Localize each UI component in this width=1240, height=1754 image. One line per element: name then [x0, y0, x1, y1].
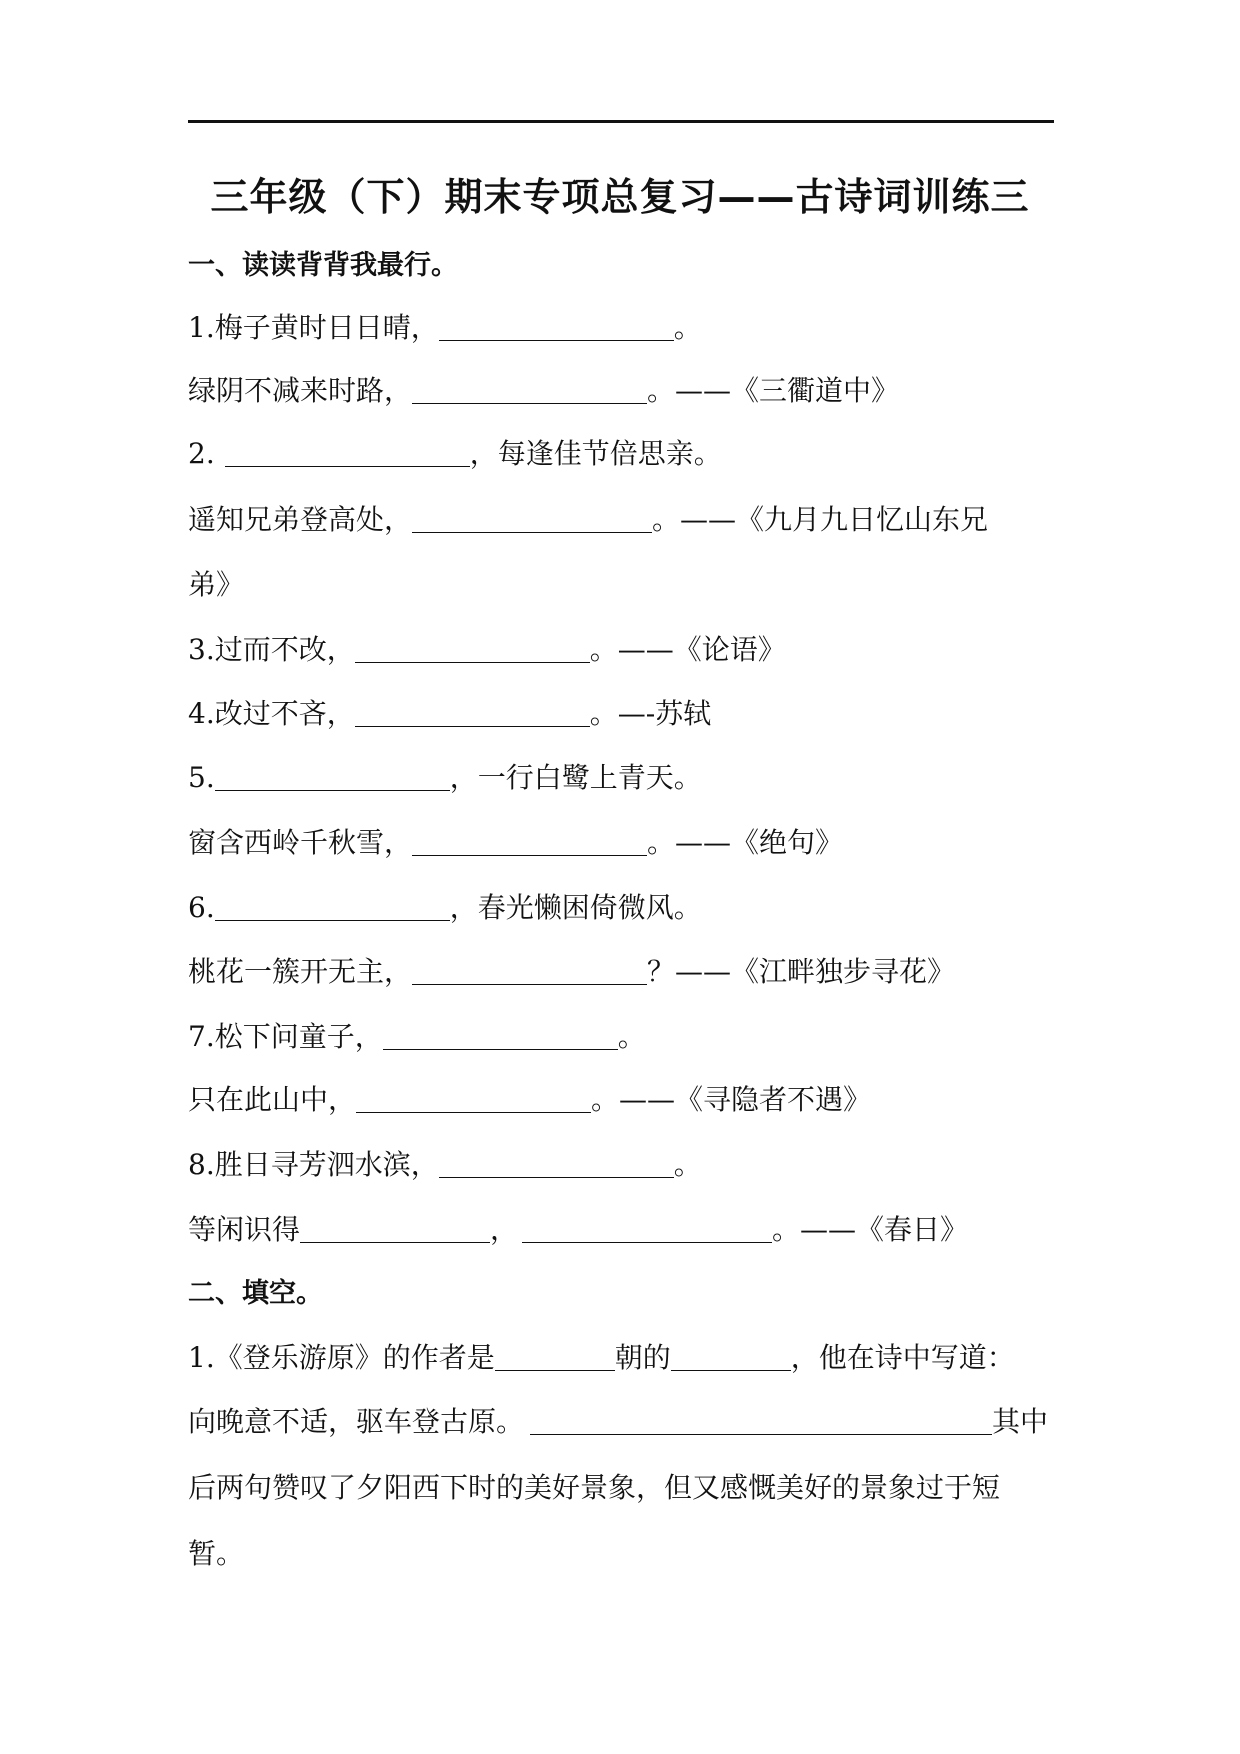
question-6-line-1 [188, 888, 702, 928]
fill-1-line-1 [188, 1338, 1015, 1378]
question-8-line-1 [188, 1145, 702, 1185]
question-text: 绿阴不减来时路， [188, 374, 413, 407]
section-heading-recite: 一、读读背背我最行。 [188, 250, 458, 281]
question-8-line-2 [188, 1210, 968, 1250]
header-rule [188, 120, 1054, 123]
answer-blank[interactable] [355, 632, 590, 663]
question-7-line-1 [188, 1017, 646, 1057]
question-5-line-1 [188, 758, 702, 798]
question-2-line-2 [188, 500, 988, 540]
answer-blank[interactable] [522, 1212, 772, 1243]
question-7-line-2 [188, 1080, 871, 1120]
answer-blank[interactable] [356, 1082, 591, 1113]
question-text: 向晚意不适，驱车登古原。 [188, 1405, 525, 1438]
answer-blank[interactable] [671, 1340, 791, 1371]
question-text: 4.改过不吝， [188, 697, 355, 730]
question-1-line-2 [188, 371, 899, 411]
answer-blank[interactable] [412, 825, 647, 856]
answer-blank[interactable] [439, 310, 674, 341]
question-text: 其中 [992, 1405, 1049, 1438]
answer-blank[interactable] [412, 502, 652, 533]
fill-1-line-4: 暂。 [188, 1537, 245, 1570]
question-text: 等闲识得 [188, 1213, 301, 1246]
question-text: 7.松下问童子， [188, 1020, 383, 1053]
answer-blank[interactable] [225, 436, 470, 467]
question-text: 2. [188, 437, 215, 470]
page-title: 三年级（下）期末专项总复习——古诗词训练三 [210, 175, 1030, 219]
question-text: 遥知兄弟登高处， [188, 503, 413, 536]
section-heading-fill-in: 二、填空。 [188, 1278, 323, 1309]
question-text: 。—-苏轼 [589, 697, 712, 730]
question-6-line-2 [188, 952, 955, 992]
question-text: 。 [673, 311, 702, 344]
answer-blank[interactable] [215, 760, 450, 791]
question-text: 6. [188, 891, 215, 924]
question-text: ，一行白鹭上青天。 [449, 761, 702, 794]
question-text: 。 [673, 1148, 702, 1181]
answer-blank[interactable] [355, 696, 590, 727]
question-text: ，他在诗中写道： [790, 1341, 1015, 1374]
question-text: 。——《九月九日忆山东兄 [652, 503, 989, 536]
question-text: 朝的 [614, 1341, 671, 1374]
question-text: 只在此山中， [188, 1083, 357, 1116]
question-text: 窗含西岭千秋雪， [188, 826, 413, 859]
question-text: 。——《论语》 [589, 633, 786, 666]
answer-blank[interactable] [215, 890, 450, 921]
question-text: 。——《绝句》 [647, 826, 844, 859]
answer-blank[interactable] [439, 1147, 674, 1178]
question-text: ，春光懒困倚微风。 [449, 891, 702, 924]
question-text: 1.《登乐游原》的作者是 [188, 1341, 495, 1374]
question-text: ，每逢佳节倍思亲。 [469, 437, 722, 470]
question-text: 8.胜日寻芳泗水滨， [188, 1148, 439, 1181]
fill-1-line-3: 后两句赞叹了夕阳西下时的美好景象，但又感慨美好的景象过于短 [188, 1471, 1001, 1504]
question-2-line-1 [188, 434, 722, 474]
answer-blank[interactable] [383, 1019, 618, 1050]
fill-1-line-2 [188, 1402, 1048, 1442]
answer-blank[interactable] [300, 1212, 490, 1243]
answer-blank[interactable] [412, 373, 647, 404]
question-text: 。 [617, 1020, 646, 1053]
question-1-line-1 [188, 308, 702, 348]
question-text: 。——《寻隐者不遇》 [591, 1083, 872, 1116]
question-3 [188, 630, 786, 670]
question-text: 桃花一簇开无主， [188, 955, 413, 988]
question-text: 。——《春日》 [772, 1213, 969, 1246]
question-5-line-2 [188, 823, 843, 863]
question-4 [188, 694, 711, 734]
answer-blank[interactable] [412, 954, 647, 985]
question-text: 。——《三衢道中》 [647, 374, 900, 407]
question-text: 3.过而不改， [188, 633, 355, 666]
answer-blank[interactable] [495, 1340, 615, 1371]
question-text: 5. [188, 761, 215, 794]
question-text: ？——《江畔独步寻花》 [647, 955, 956, 988]
question-2-line-3: 弟》 [188, 568, 245, 601]
answer-blank[interactable] [530, 1404, 992, 1435]
question-text: ， [490, 1213, 519, 1246]
question-text: 1.梅子黄时日日晴， [188, 311, 439, 344]
